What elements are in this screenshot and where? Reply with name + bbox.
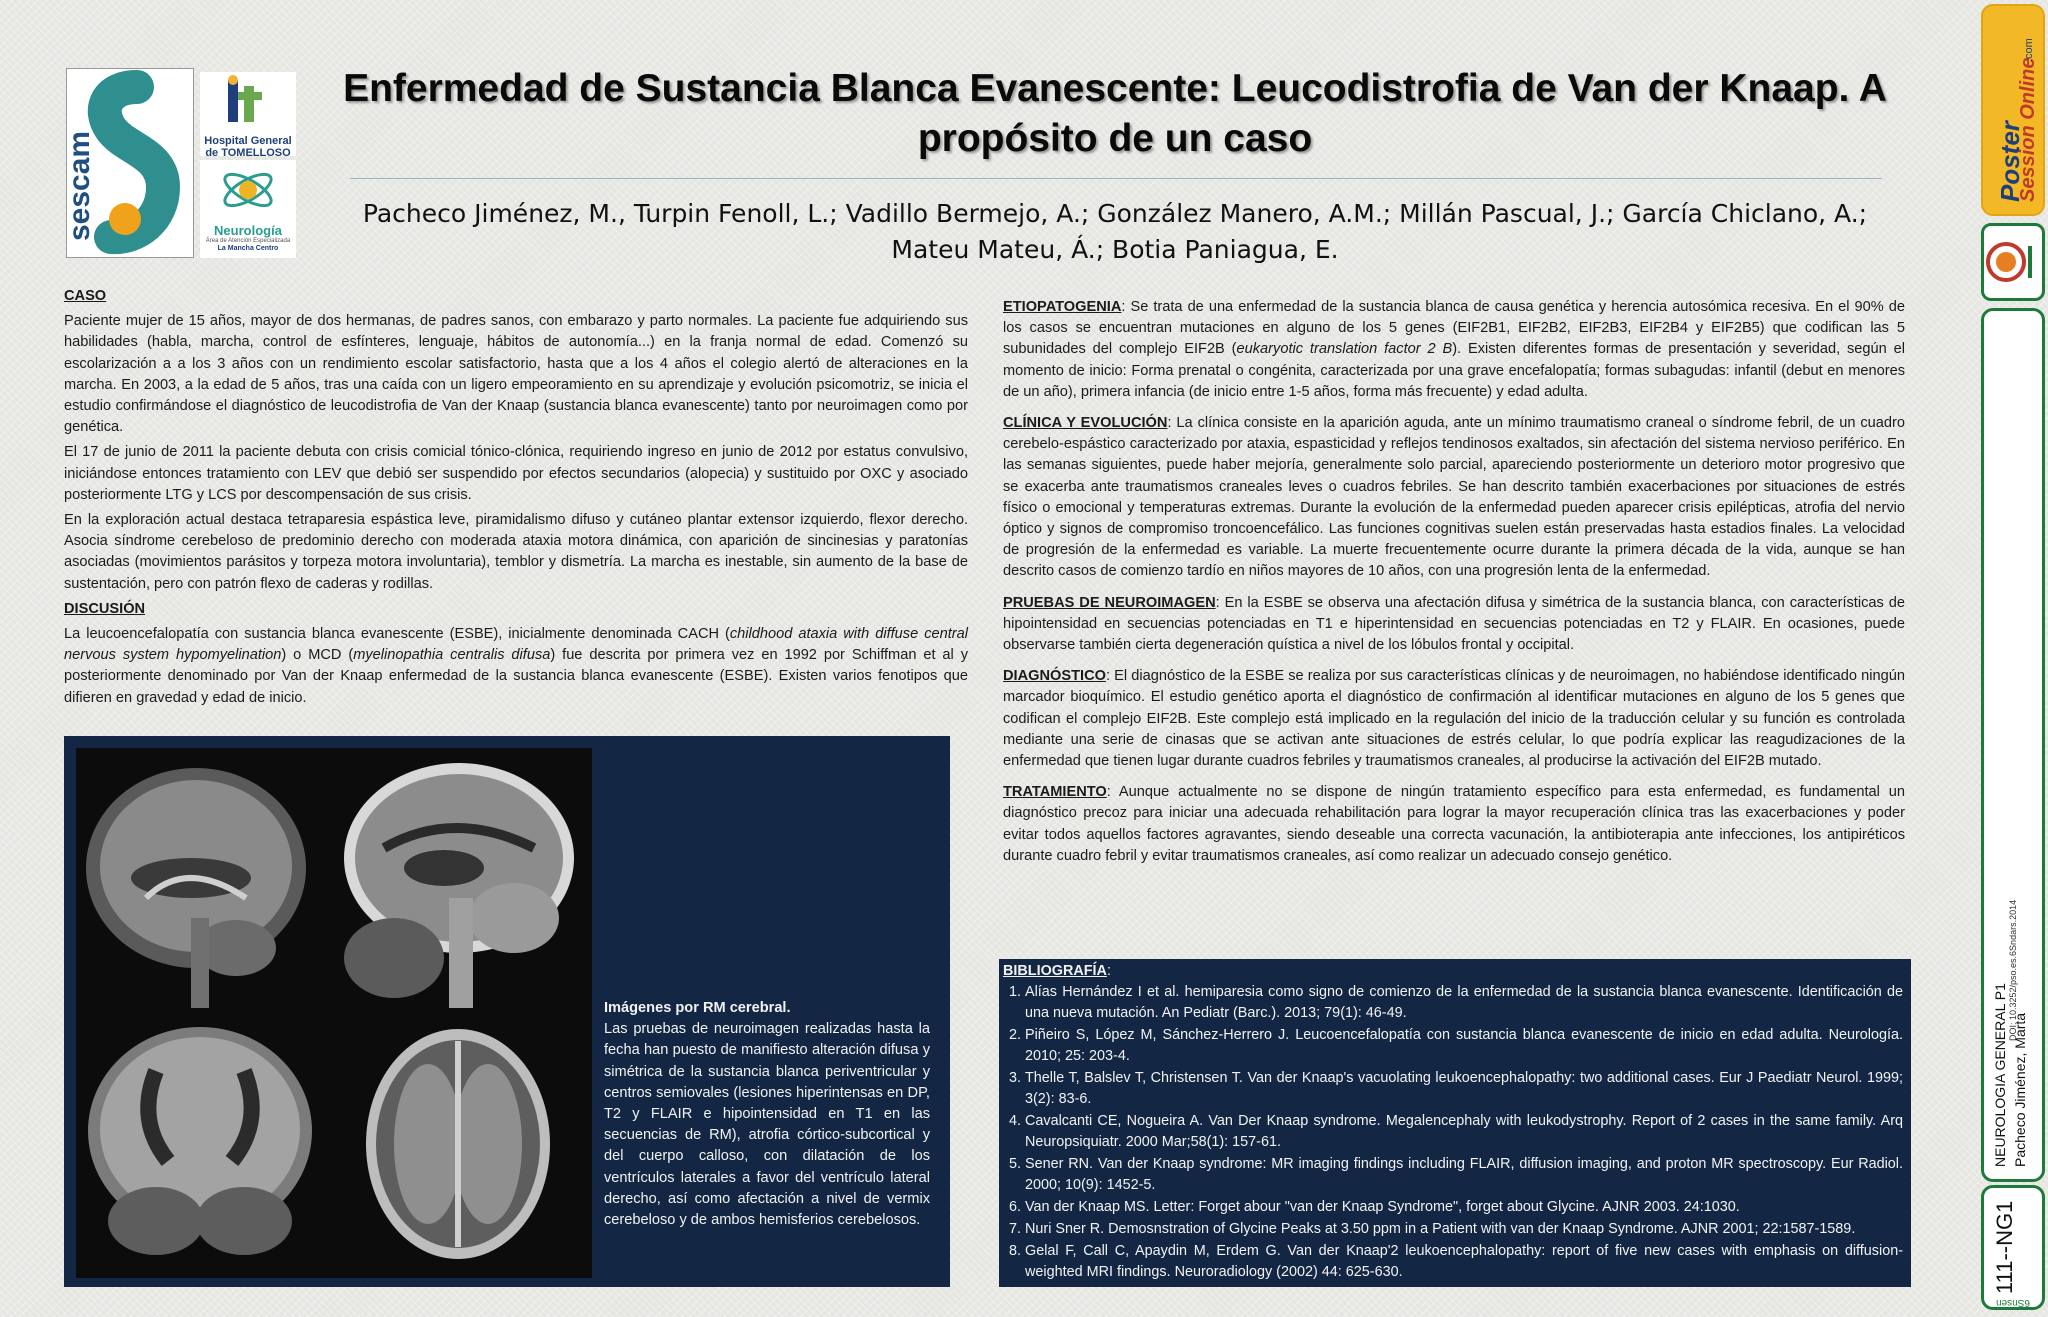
neurologia-sub2: La Mancha Centro	[217, 245, 279, 252]
mri-image-grid	[76, 748, 592, 1278]
hospital-logo	[200, 72, 296, 159]
poster-code-box	[1981, 1185, 2045, 1310]
discusion-italic-mcd: myelinopathia centralis difusa	[353, 647, 551, 664]
section-label: NEUROLOGIA GENERAL P1	[1992, 983, 2008, 1167]
clinica-heading: CLÍNICA Y EVOLUCIÓN	[1003, 415, 1168, 432]
etiopatogenia-italic: eukaryotic translation factor 2 B	[1236, 341, 1453, 358]
bibliography-item: 5. Sener RN. Van der Knaap syndrome: MR imaging findings including FLAIR, diffusion imaging, and proton MR spectroscopy. Eur Radiol. 2000; 10(9): 1452-5.	[1025, 1154, 1903, 1196]
clinica-section	[1003, 413, 1905, 583]
doi-text: DOI: 10.3252/pso.es.6Sndars.2014	[2008, 899, 2018, 1041]
neurologia-text: Neurología	[214, 223, 282, 238]
clinica-text: : La clínica consiste en la aparición aguda, ante un mínimo traumatismo craneal o síndrome febril, de un cuadro cerebelo-espástico caracterizado por ataxia, espasticidad y reflejos tendinosos exaltados, sin afectación del sistema nervioso periférico. En las semanas siguientes, puede haber mejoría, generalmente solo parcial, apareciendo posteriormente un deterioro motor progresivo que se exacerba ante traumatismos craneales leves o cuadros febriles. Se han descrito también exacerbaciones por situaciones de estrés físico o emocional y temperaturas extremas. Durante la evolución de la enfermedad pueden aparecer crisis epilépticas, atrofia del nervio óptico y signos de compromiso troncoencefálico. Las funciones cognitivas suelen están preservadas hasta estadios finales. La velocidad de progresión de la enfermedad es variable. La muerte frecuentemente ocurre durante la primera década de la vida, aunque se han descrito casos de comienzo tardío en niños mayores de 10 años, con una progresión lenta de la enfermedad.	[1003, 415, 1905, 580]
caso-paragraph-1: Paciente mujer de 15 años, mayor de dos hermanas, de padres sanos, con embarazo y parto normales. La paciente fue adquiriendo sus habilidades (habla, marcha, control de esfínteres, lenguaje, hábitos de autonomía...) en la franja normal de edad. Comenzó su escolarización a a los 3 años con un rendimiento escolar satisfactorio, hasta que a los 4 años el colegio alertó de alteraciones en la marcha. En 2003, a la edad de 5 años, tras una caída con un ligero empeoramiento en su aprendizaje y evolución psicomotriz, se inicia el estudio confirmándose el diagnóstico de leucodistrofia de Van der Knaap (sustancia blanca evanescente) tanto por neuroimagen como por genética.	[64, 313, 968, 436]
right-column	[1003, 297, 1905, 877]
sescam-logo	[63, 68, 194, 258]
bibliography-item: 8. Gelal F, Call C, Apaydin M, Erdem G. Van der Knaap'2 leukoencephalopathy: report of five new cases with emphasis on diffusion-weighted MRI findings. Neuroradiology (2002) 44: 625-630.	[1025, 1241, 1903, 1283]
sidebar-footer-logo: 6Snsen	[1996, 1297, 2030, 1308]
discusion-italic-cach: childhood ataxia with diffuse central nervous system hypomyelination	[64, 626, 968, 664]
bibliography-item: 1. Alías Hernández I et al. hemiparesia como signo de comienzo de la enfermedad de la sustancia blanca evanescente. Identificación de una nueva mutación. An Pediatr (Barc.). 2013; 79(1): 46-49.	[1025, 982, 1903, 1024]
neurologia-logo	[200, 160, 296, 258]
tratamiento-section	[1003, 782, 1905, 867]
bibliography-item: 4. Cavalcanti CE, Nogueira A. Van Der Knaap syndrome. Megalencephaly with leukodystrophy. Report of 2 cases in the same family. Arq Neuropsiquiatr. 2000 Mar;58(1): 157-61.	[1025, 1111, 1903, 1153]
discusion-text-b: ) o MCD (	[281, 647, 354, 664]
poster-code: 111--NG1	[1992, 1200, 2017, 1294]
brand-line-1: Poster	[1995, 121, 2025, 202]
hospital-name-line2: de TOMELLOSO	[205, 147, 291, 159]
neuroimagen-heading: PRUEBAS DE NEUROIMAGEN	[1003, 594, 1216, 611]
posters-session-online-brand[interactable]	[1981, 4, 2045, 216]
neurologia-sub1: Área de Atención Especializada	[205, 238, 291, 244]
mri-caption-title: Imágenes por RM cerebral.	[604, 1000, 791, 1016]
discusion-text-a: La leucoencefalopatía con sustancia blanca evanescente (ESBE), inicialmente denominada CACH (	[64, 626, 730, 643]
author-label: Pacheco Jiménez, Marta	[2012, 1012, 2028, 1167]
bibliography-title: BIBLIOGRAFÍA:	[1003, 963, 1111, 979]
bibliography-item: 6. Van der Knaap MS. Letter: Forget abour "van der Knaap Syndrome", forget about Glycine. AJNR 2003. 24:1030.	[1025, 1197, 1903, 1218]
bibliography-panel	[999, 959, 1911, 1287]
mri-image-sagittal-flair	[76, 748, 324, 1011]
discusion-heading: DISCUSIÓN	[64, 600, 146, 617]
mri-caption	[604, 998, 930, 1231]
sescam-emblem-icon	[63, 69, 193, 257]
title-divider	[350, 178, 1882, 179]
authors: Pacheco Jiménez, M., Turpin Fenoll, L.; Vadillo Bermejo, A.; González Manero, A.M.; Millán Pascual, J.; García Chiclano, A.; Mateu Mateu, Á.; Botia Paniagua, E.	[362, 199, 1868, 264]
bibliography-item: 3. Thelle T, Balslev T, Christensen T. Van der Knaap's vacuolating leukoencephalopathy: two additional cases. Eur J Paediatr Neurol. 1999; 3(2): 83-6.	[1025, 1068, 1903, 1110]
bibliography-item: 7. Nuri Sner R. Demosnstration of Glycine Peaks at 3.50 ppm in a Patient with van der Knaap Syndrome. AJNR 2001; 22:1587-1589.	[1025, 1219, 1903, 1240]
hospital-name-line1: Hospital General	[204, 135, 292, 147]
hospital-emblem-icon	[200, 72, 296, 130]
tratamiento-text: : Aunque actualmente no se dispone de ningún tratamiento específico para esta enfermedad, es fundamental un diagnóstico precoz para iniciar una adecuada rehabilitación para lograr la mayor recuperación clínica tras las exacerbaciones y poder evitar todos aquellos factores agravantes, siendo deseable una correcta vacunación, la antibioterapia ante infecciones, los antipiréticos durante cuadro febril y evitar traumatismos craneales, así como realizar un adecuado consejo genético.	[1003, 784, 1905, 864]
caso-paragraph-3: En la exploración actual destaca tetraparesia espástica leve, piramidalismo difuso y cutáneo plantar extensor izquierdo, flexor derecho. Asocia síndrome cerebeloso de predominio derecho con moderada ataxia motora dinámica, con aparición de sincinesias y paratonías asociadas (movimientos parásitos y torpeza motora involuntaria), temblor y dismetría. La marcha es inestable, sin aumento de la base de sustentación, pero con patrón flexo de caderas y rodillas.	[64, 512, 968, 592]
left-column	[64, 286, 968, 713]
etiopatogenia-text-a: : Se trata de una enfermedad de la sustancia blanca de causa genética y herencia autosómica recesiva. En el 90% de los casos se encuentran mutaciones en alguno de los 5 genes (EIF2B1, EIF2B2, EIF2B3, EIF2B4 y EIF2B5) que codifican las 5 subunidades del complejo EIF2B (	[1003, 299, 1905, 358]
bibliography-list	[1003, 982, 1903, 1283]
sidebar-info-panel	[1981, 308, 2045, 1182]
etiopatogenia-section	[1003, 297, 1905, 403]
bibliography-item: 2. Piñeiro S, López M, Sánchez-Herrero J. Leucoencefalopatía con sustancia blanca evanescente de inicio en edad adulta. Neurología. 2010; 25: 203-4.	[1025, 1025, 1903, 1067]
neuroimagen-section	[1003, 593, 1905, 657]
etiopatogenia-heading: ETIOPATOGENIA	[1003, 299, 1122, 315]
society-badge	[1981, 223, 2045, 301]
diagnostico-text: : El diagnóstico de la ESBE se realiza por sus características clínicas y de neuroimagen, no habiéndose identificado ningún marcador bioquímico. El estudio genético aporta el diagnóstico de confirmación al identificar mutaciones en alguno de los 5 genes que codifican el complejo EIF2B. Este complejo está implicado en la regulación del inicio de la traducción celular y su función es controlada mediante una serie de cinasas que se activan ante situaciones de estrés celular, lo que podría explicar las reagudizaciones de la enfermedad que tienen lugar durante cuadros febriles y traumatismos craneales, al producirse la activación del EIF2B mutado.	[1003, 668, 1905, 770]
neuroimagen-text: : En la ESBE se observa una afectación difusa y simétrica de la sustancia blanca, con características de hipointensidad en secuencias potenciadas en T1 e hiperintensidad en secuencias potenciadas en T2 y FLAIR. En ocasiones, puede observarse también cierta degeneración quística a nivel de los lóbulos frontal y occipital.	[1003, 594, 1905, 654]
caso-paragraph-2: El 17 de junio de 2011 la paciente debuta con crisis comicial tónico-clónica, requiriendo ingreso en junio de 2012 por estatus convulsivo, iniciándose entonces tratamiento con LEV que debió ser suspendido por efectos secundarios (alopecia) y sustituido por OXC y asociado posteriormente LTG y LCS por descompensación de sus crisis.	[64, 444, 968, 503]
mri-image-sagittal-t1	[324, 748, 592, 1011]
society-emblem-icon	[1984, 226, 2042, 298]
diagnostico-section	[1003, 666, 1905, 772]
tratamiento-heading: TRATAMIENTO	[1003, 784, 1107, 801]
brand-domain: .com	[2023, 38, 2035, 62]
atom-icon	[200, 160, 296, 218]
caso-heading: CASO	[64, 288, 107, 304]
mri-image-coronal-flair	[76, 1011, 324, 1278]
diagnostico-heading: DIAGNÓSTICO	[1003, 668, 1106, 685]
mri-image-axial-t2	[324, 1011, 592, 1278]
etiopatogenia-text-b: ). Existen diferentes formas de presentación y severidad, según el momento de inicio: Forma prenatal o congénita, caracterizada por una grave encefalopatía; formas subagudas: infantil (debut en menores de un año), primera infancia (de inicio entre 1-5 años, forma más frecuente) y edad adulta.	[1003, 341, 1905, 400]
brand-line-2: Session Online	[2017, 57, 2039, 202]
mri-caption-body: Las pruebas de neuroimagen realizadas hasta la fecha han puesto de manifiesto alteración difusa y simétrica de la sustancia blanca periventricular y centros semiovales (lesiones hiperintensas en DP, T2 y FLAIR e hipointensidad en T1 en las secuencias de RM), atrofia córtico-subcortical y del cuerpo calloso, con dilatación de los ventrículos laterales a favor del ventrículo lateral derecho, así como afectación a nivel de vermix cerebeloso y de ambos hemisferios cerebelosos.	[604, 1021, 930, 1229]
bibliography-heading: BIBLIOGRAFÍA	[1003, 963, 1107, 979]
page-title: Enfermedad de Sustancia Blanca Evanescente: Leucodistrofia de Van der Knaap. A propósito de un caso	[343, 67, 1887, 160]
sescam-text: sescam	[63, 130, 96, 241]
discusion-paragraph	[64, 624, 968, 709]
mri-panel	[64, 736, 950, 1287]
discusion-text-c: ) fue descrita por primera vez en 1992 por Schiffman et al y posteriormente denominado por Van der Knaap enfermedad de la sustancia blanca evanescente (ESBE). Existen varios fenotipos que difieren en gravedad y edad de inicio.	[64, 647, 968, 706]
